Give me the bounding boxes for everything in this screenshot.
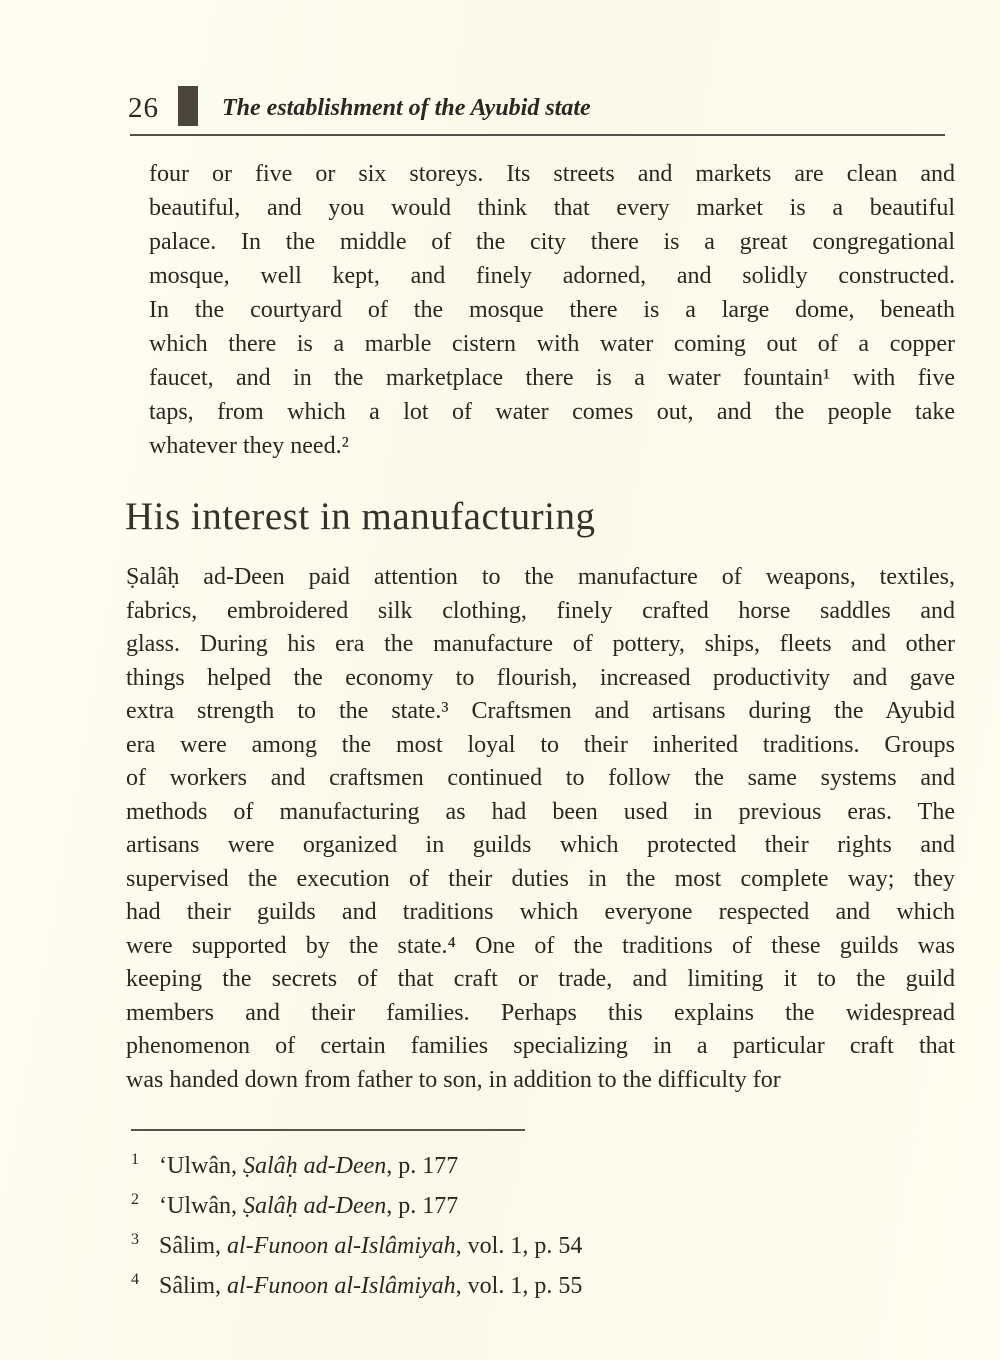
text-line: methods of manufacturing as had been used in previous eras. The [126,798,955,825]
text-line: was handed down from father to son, in addition to the difficulty for [126,1066,781,1093]
footnote-text [159,1193,458,1219]
footnote-item [131,1223,582,1263]
text-line: glass. During his era the manufacture of pottery, ships, fleets and other [126,631,955,657]
text-line: taps, from which a lot of water comes out, and the people take [149,399,955,425]
footnote-marker: 2 [131,1191,139,1208]
footnote-marker: 3 [131,1231,139,1248]
footnote-marker: 4 [131,1271,139,1288]
text-line: extra strength to the state.³ Craftsmen and artisans during the Ayubid [126,698,955,724]
section-heading: His interest in manufacturing [125,495,596,538]
text-line: beautiful, and you would think that every market is a beautiful [149,195,955,221]
body-paragraph [126,561,955,1097]
footnote-author: Sâlim, [159,1233,228,1259]
footnote-author: ‘Ulwân, [159,1153,243,1179]
text-line: Ṣalâḥ ad-Deen paid attention to the manufacture of weapons, textiles, [126,564,955,590]
footnote-locator: , p. 177 [386,1193,459,1219]
footnote-item [131,1263,582,1303]
footnote-marker: 1 [131,1151,139,1168]
text-line: which there is a marble cistern with water coming out of a copper [149,331,955,357]
text-line: things helped the economy to flourish, increased productivity and gave [126,664,955,691]
footnote-locator: , p. 177 [386,1153,459,1179]
footnote-text [159,1233,582,1259]
text-line: had their guilds and traditions which everyone respected and which [126,899,955,925]
footnote-text [159,1153,458,1179]
text-line: In the courtyard of the mosque there is a large dome, beneath [149,297,955,323]
text-line: era were among the most loyal to their inherited traditions. Groups [126,731,955,758]
text-line: fabrics, embroidered silk clothing, finely crafted horse saddles and [126,597,955,624]
footnote-book-title: Ṣalâḥ ad-Deen [242,1153,387,1179]
footnote-item [131,1183,582,1223]
text-line: phenomenon of certain families specializing in a particular craft that [126,1033,955,1059]
footnote-author: Sâlim, [159,1273,228,1299]
text-line: faucet, and in the marketplace there is a water fountain¹ with five [149,365,955,391]
page-header [128,88,591,128]
quoted-passage [149,157,955,463]
footnotes [131,1143,582,1303]
footnote-book-title: al-Funoon al-Islâmiyah [227,1233,456,1259]
text-line: keeping the secrets of that craft or trade, and limiting it to the guild [126,966,955,992]
footnote-locator: , vol. 1, p. 54 [455,1233,583,1259]
text-line: four or five or six storeys. Its streets and markets are clean and [149,161,955,187]
footnote-book-title: Ṣalâḥ ad-Deen [242,1193,387,1219]
page-number: 26 [128,91,159,124]
text-line: mosque, well kept, and finely adorned, and solidly constructed. [149,263,955,289]
text-line: palace. In the middle of the city there is a great congregational [149,229,955,255]
header-rule [130,134,945,136]
footnote-rule [131,1129,525,1131]
text-line: members and their families. Perhaps this explains the widespread [126,999,955,1026]
text-line: supervised the execution of their duties in the most complete way; they [126,865,955,892]
running-title: The establishment of the Ayubid state [222,94,591,121]
text-line: were supported by the state.⁴ One of the traditions of these guilds was [126,932,955,959]
footnote-locator: , vol. 1, p. 55 [455,1273,583,1299]
text-line: artisans were organized in guilds which protected their rights and [126,832,955,858]
footnote-text [159,1273,582,1299]
text-line: whatever they need.² [149,433,349,459]
footnote-item [131,1143,582,1183]
footnote-author: ‘Ulwân, [159,1193,243,1219]
text-line: of workers and craftsmen continued to follow the same systems and [126,765,955,791]
footnote-book-title: al-Funoon al-Islâmiyah [227,1273,456,1299]
chapter-marker-block-icon [178,86,198,126]
